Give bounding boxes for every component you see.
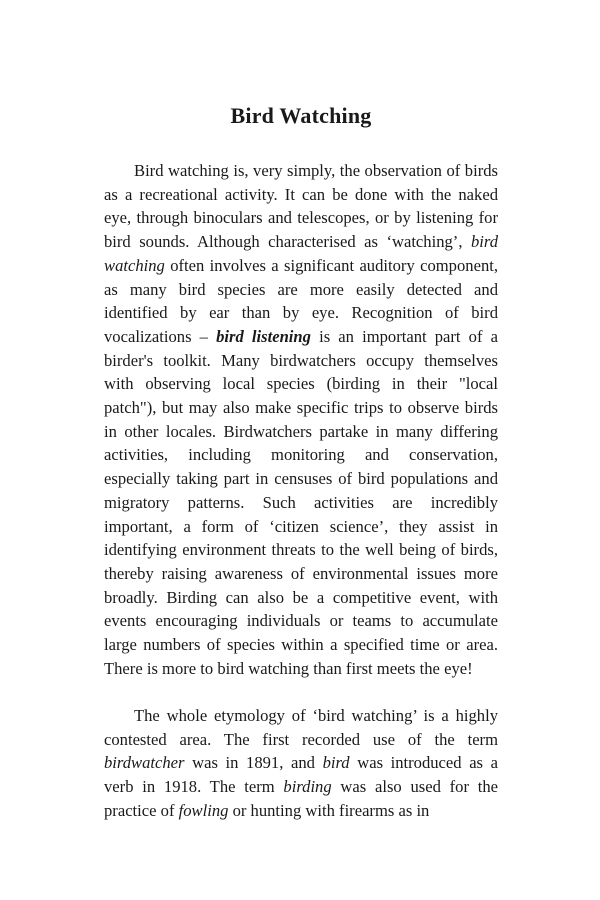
paragraph-2: [104, 704, 498, 823]
bold-italic-term: [216, 327, 311, 346]
italic-term: bird watching: [104, 232, 498, 275]
bold-italic-term-text: bird listening: [216, 326, 311, 346]
italic-term: bird: [322, 753, 350, 773]
paragraph-1: [104, 159, 498, 680]
italic-term: birding: [283, 777, 332, 797]
book-page: [104, 103, 498, 822]
text-run: was introduced as a verb in 1918. The term: [104, 753, 498, 797]
text-run: Bird watching is, very simply, the observation of birds as a recreational activity. It can be done with the naked eye, through binoculars and telescopes, or by listening for bird sounds. Although characterised as ‘watching’,: [104, 161, 498, 252]
text-run: was also used for the practice of: [104, 777, 498, 820]
italic-term: birdwatcher: [104, 753, 185, 773]
italic-term: fowling: [178, 800, 229, 820]
page-title: Bird Watching: [230, 103, 372, 128]
text-run: often involves a significant auditory component, as many bird species are more easily detected and identified by ear than by eye. Recognition of bird vocalizations –: [104, 255, 498, 346]
text-run: is an important part of a birder's toolkit. Many birdwatchers occupy themselves with observing local species (birding in their "local patch"), but may also make specific trips to observe birds in other locales. Birdwatchers partake in many differing activities, including monitoring and conservation, especially taking part in censuses of bird populations and migratory patterns. Such activities are incredibly important, a form of ‘citizen science’, they assist in identifying environment threats to the well being of birds, thereby raising awareness of environmental issues more broadly. Birding can also be a competitive event, with events encouraging individuals or teams to accumulate large numbers of species within a specified time or area. There is more to bird watching than first meets the eye!: [104, 326, 499, 678]
text-run: or hunting with firearms as in: [228, 800, 430, 820]
text-run: was in 1891, and: [184, 753, 323, 773]
text-run: The whole etymology of ‘bird watching’ is a highly contested area. The first recorded use of the term: [104, 705, 498, 749]
